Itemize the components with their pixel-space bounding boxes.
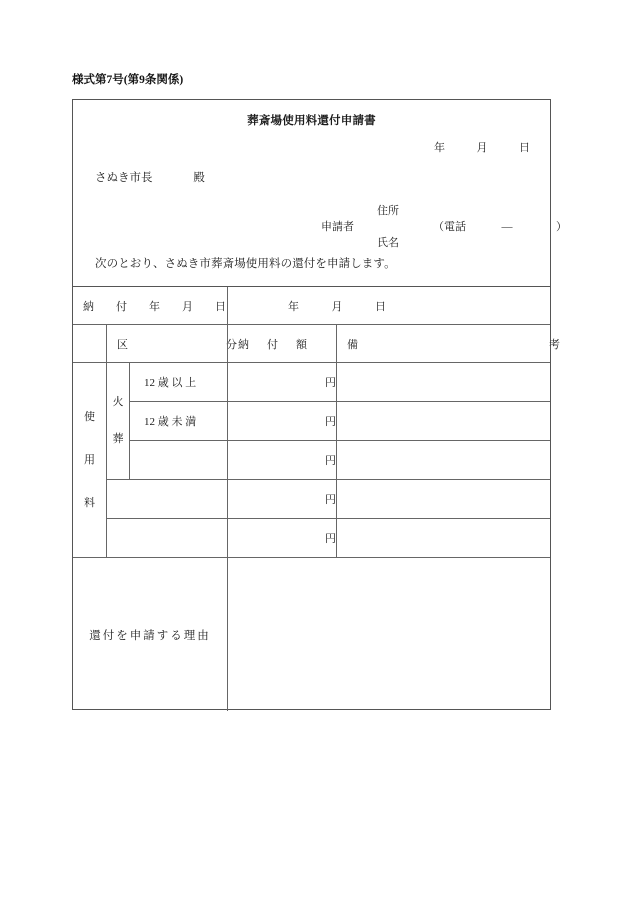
cremation-char-1: 火 bbox=[112, 396, 124, 408]
amount-header: 納 付 額 bbox=[238, 338, 311, 351]
application-statement: 次のとおり、さぬき市葬斎場使用料の還付を申請します。 bbox=[95, 258, 396, 270]
amount-header-cell bbox=[227, 324, 336, 362]
date-line bbox=[434, 139, 530, 155]
payment-date-value-cell[interactable] bbox=[227, 287, 550, 324]
cremation-char-2: 葬 bbox=[112, 433, 124, 445]
category-header-right: 分 bbox=[226, 338, 237, 351]
category-value-1: 12 歳 以 上 bbox=[144, 377, 197, 389]
reason-label: 還付を申請する理由 bbox=[89, 629, 211, 642]
usage-fee-char-3: 料 bbox=[84, 496, 95, 509]
header-blank-corner-cell bbox=[73, 324, 106, 362]
table-row-category-3[interactable] bbox=[129, 440, 227, 479]
document-title: 葬斎場使用料還付申請書 bbox=[247, 115, 376, 127]
applicant-address-label: 住所 bbox=[377, 205, 399, 217]
reason-label-cell bbox=[73, 557, 227, 711]
remarks-header-right: 考 bbox=[549, 338, 560, 351]
amount-unit-1: 円 bbox=[325, 377, 336, 389]
applicant-tel-row bbox=[321, 218, 567, 234]
table-row-remarks-5[interactable] bbox=[336, 518, 550, 557]
table-row-remarks-2[interactable] bbox=[336, 401, 550, 440]
payment-date-label-cell bbox=[73, 287, 232, 324]
table-row-remarks-1[interactable] bbox=[336, 362, 550, 401]
amount-unit-3: 円 bbox=[325, 455, 336, 467]
remarks-header-left: 備 bbox=[347, 338, 358, 351]
table-row-category-4[interactable] bbox=[106, 479, 227, 518]
usage-fee-char-2: 用 bbox=[84, 453, 95, 466]
applicant-name-row bbox=[321, 234, 567, 250]
applicant-block bbox=[321, 202, 567, 250]
payment-date-value: 年 月 日 bbox=[288, 300, 390, 313]
table-row-category-2 bbox=[129, 401, 227, 440]
applicant-telephone-group bbox=[433, 218, 567, 234]
table-row-category-5[interactable] bbox=[106, 518, 227, 557]
table-row-amount-3[interactable] bbox=[227, 440, 336, 479]
telephone-open-label: （電話 bbox=[433, 221, 466, 233]
form-table bbox=[73, 287, 560, 711]
date-year-label: 年 bbox=[434, 142, 445, 154]
category-header-left: 区 bbox=[117, 338, 128, 351]
table-row-category-1 bbox=[129, 362, 227, 401]
telephone-close-label: ） bbox=[556, 221, 567, 233]
amount-unit-2: 円 bbox=[325, 416, 336, 428]
table-row-amount-2[interactable] bbox=[227, 401, 336, 440]
reason-value-cell[interactable] bbox=[227, 557, 550, 711]
addressee-name: さぬき市長 bbox=[95, 172, 153, 184]
date-month-label: 月 bbox=[476, 142, 488, 154]
table-row-amount-5[interactable] bbox=[227, 518, 336, 557]
telephone-dash: — bbox=[501, 221, 513, 233]
table-row-remarks-4[interactable] bbox=[336, 479, 550, 518]
header-block bbox=[73, 100, 567, 287]
form-frame bbox=[72, 99, 567, 710]
applicant-label: 申請者 bbox=[321, 221, 354, 233]
table-row-amount-1[interactable] bbox=[227, 362, 336, 401]
category-value-2: 12 歳 未 満 bbox=[144, 416, 197, 428]
addressee-line bbox=[95, 169, 205, 185]
date-day-label: 日 bbox=[519, 142, 530, 154]
remarks-header-cell bbox=[336, 324, 560, 362]
table-row-amount-4[interactable] bbox=[227, 479, 336, 518]
usage-fee-vertical-cell bbox=[73, 362, 106, 557]
cremation-vertical-label bbox=[107, 363, 129, 479]
amount-unit-5: 円 bbox=[325, 533, 336, 545]
applicant-address-row bbox=[321, 202, 567, 218]
usage-fee-vertical-label bbox=[73, 363, 106, 557]
applicant-name-label: 氏名 bbox=[377, 237, 399, 249]
table-row-remarks-3[interactable] bbox=[336, 440, 550, 479]
cremation-vertical-cell bbox=[106, 362, 129, 479]
usage-fee-char-1: 使 bbox=[84, 410, 95, 423]
addressee-honorific: 殿 bbox=[193, 172, 205, 184]
form-number: 様式第7号(第9条関係) bbox=[72, 74, 184, 86]
amount-unit-4: 円 bbox=[325, 494, 336, 506]
payment-date-label: 納 付 年 月 日 bbox=[83, 300, 232, 313]
category-header-cell bbox=[106, 324, 237, 362]
